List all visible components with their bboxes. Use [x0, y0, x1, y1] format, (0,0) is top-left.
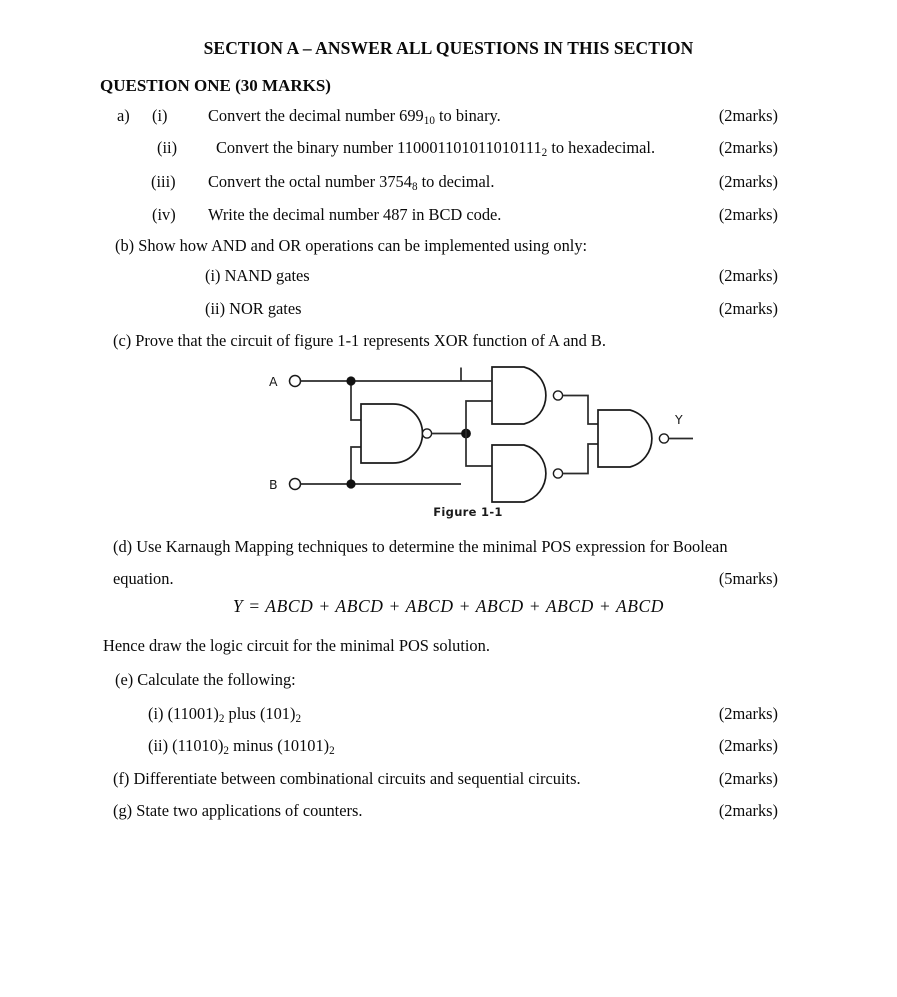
part-a-item-3-num: (iv) — [152, 205, 176, 224]
item-tail: to hexadecimal. — [547, 138, 656, 157]
wire-a-into-gate2 — [461, 368, 492, 382]
part-c-stem: (c) Prove that the circuit of figure 1-1 represents XOR function of A and B. — [113, 331, 606, 350]
nand-gate-3-bubble — [553, 469, 562, 478]
part-e-item-1 — [148, 736, 335, 759]
item-prefix: (i) (11001) — [148, 704, 219, 723]
part-f-text: (f) Differentiate between combinational circuits and sequential circuits. — [113, 769, 581, 788]
wire-mid-to-gate3 — [466, 434, 492, 467]
part-g-marks: (2marks) — [718, 801, 778, 820]
input-a-terminal — [290, 376, 301, 387]
question-title: QUESTION ONE (30 MARKS) — [100, 76, 331, 95]
part-d-marks: (5marks) — [718, 569, 778, 588]
part-e-item-1-marks: (2marks) — [718, 736, 778, 755]
wire-gate2-out-to-gate4 — [563, 396, 598, 425]
part-a-item-1-num: (ii) — [157, 138, 178, 157]
item-subscript: 8 — [411, 180, 418, 193]
input-a-label: A — [269, 374, 278, 389]
nand-gate-1-bubble — [422, 429, 431, 438]
part-d-line2: equation. — [113, 569, 174, 588]
item-text: Convert the decimal number 699 — [208, 106, 424, 125]
part-e-item-0-marks: (2marks) — [718, 704, 778, 723]
nand-gate-3-body — [492, 445, 546, 502]
item-mid: plus (101) — [224, 704, 296, 723]
item-prefix: (ii) (11010) — [148, 736, 224, 755]
nand-gate-4-bubble — [659, 434, 668, 443]
nand-gate-2-bubble — [553, 391, 562, 400]
item-subscript-2: 2 — [295, 712, 302, 725]
part-a-item-2-num: (iii) — [151, 172, 176, 191]
nand-gate-4-body — [598, 410, 652, 467]
part-a-item-1-text — [216, 138, 655, 161]
part-d-line1: (d) Use Karnaugh Mapping techniques to determine the minimal POS expression for Boolean — [113, 537, 728, 556]
wire-gate3-out-to-gate4 — [563, 444, 598, 474]
part-g-text: (g) State two applications of counters. — [113, 801, 363, 820]
item-subscript: 2 — [541, 146, 548, 159]
section-header: SECTION A – ANSWER ALL QUESTIONS IN THIS SECTION — [203, 38, 694, 58]
item-tail: to decimal. — [417, 172, 495, 191]
item-subscript: 10 — [423, 114, 435, 127]
part-a-item-2-text — [208, 172, 494, 195]
figure-caption: Figure 1-1 — [433, 505, 503, 519]
part-a-item-3-text — [208, 205, 501, 228]
input-b-terminal — [290, 479, 301, 490]
part-a-item-2-marks: (2marks) — [718, 172, 778, 191]
nand-gate-2-body — [492, 367, 546, 424]
part-a-item-0-num: (i) — [152, 106, 168, 125]
part-a-label: a) — [117, 106, 130, 125]
item-text: Write the decimal number 487 in BCD code. — [208, 205, 502, 224]
xor-nand-circuit-svg — [243, 362, 693, 507]
part-b-item-1: (ii) NOR gates — [205, 299, 302, 318]
part-a-item-0-marks: (2marks) — [718, 106, 778, 125]
part-f-marks: (2marks) — [718, 769, 778, 788]
item-mid: minus (10101) — [228, 736, 330, 755]
part-b-item-0: (i) NAND gates — [205, 266, 310, 285]
part-d-line3: Hence draw the logic circuit for the minimal POS solution. — [103, 636, 490, 655]
logic-circuit-figure — [243, 362, 693, 532]
junction-dot-b — [346, 479, 355, 488]
part-a-item-1-marks: (2marks) — [718, 138, 778, 157]
input-b-label: B — [269, 477, 278, 492]
part-b-stem: (b) Show how AND and OR operations can be implemented using only: — [115, 236, 588, 255]
item-text: Convert the octal number 3754 — [208, 172, 412, 191]
part-a-item-0-text — [208, 106, 501, 129]
wire-b-branch-up — [351, 447, 361, 484]
item-subscript-1: 2 — [218, 712, 225, 725]
wire-a-branch-down — [351, 381, 361, 420]
wire-mid-to-gate2 — [466, 401, 492, 434]
item-tail: to binary. — [434, 106, 501, 125]
part-e-item-0 — [148, 704, 301, 727]
part-e-stem: (e) Calculate the following: — [115, 670, 296, 689]
item-text: Convert the binary number 110001101011010111 — [216, 138, 542, 157]
nand-gate-1-body — [361, 404, 422, 463]
part-a-item-3-marks: (2marks) — [718, 205, 778, 224]
part-b-item-0-marks: (2marks) — [718, 266, 778, 285]
part-b-item-1-marks: (2marks) — [718, 299, 778, 318]
item-subscript-2: 2 — [329, 744, 335, 757]
output-y-label: Y — [675, 412, 683, 427]
boolean-equation: Y = ABCD + ABCD + ABCD + ABCD + ABCD + ABCD — [232, 596, 665, 616]
item-subscript-1: 2 — [223, 744, 229, 757]
junction-dot-a — [346, 376, 355, 385]
